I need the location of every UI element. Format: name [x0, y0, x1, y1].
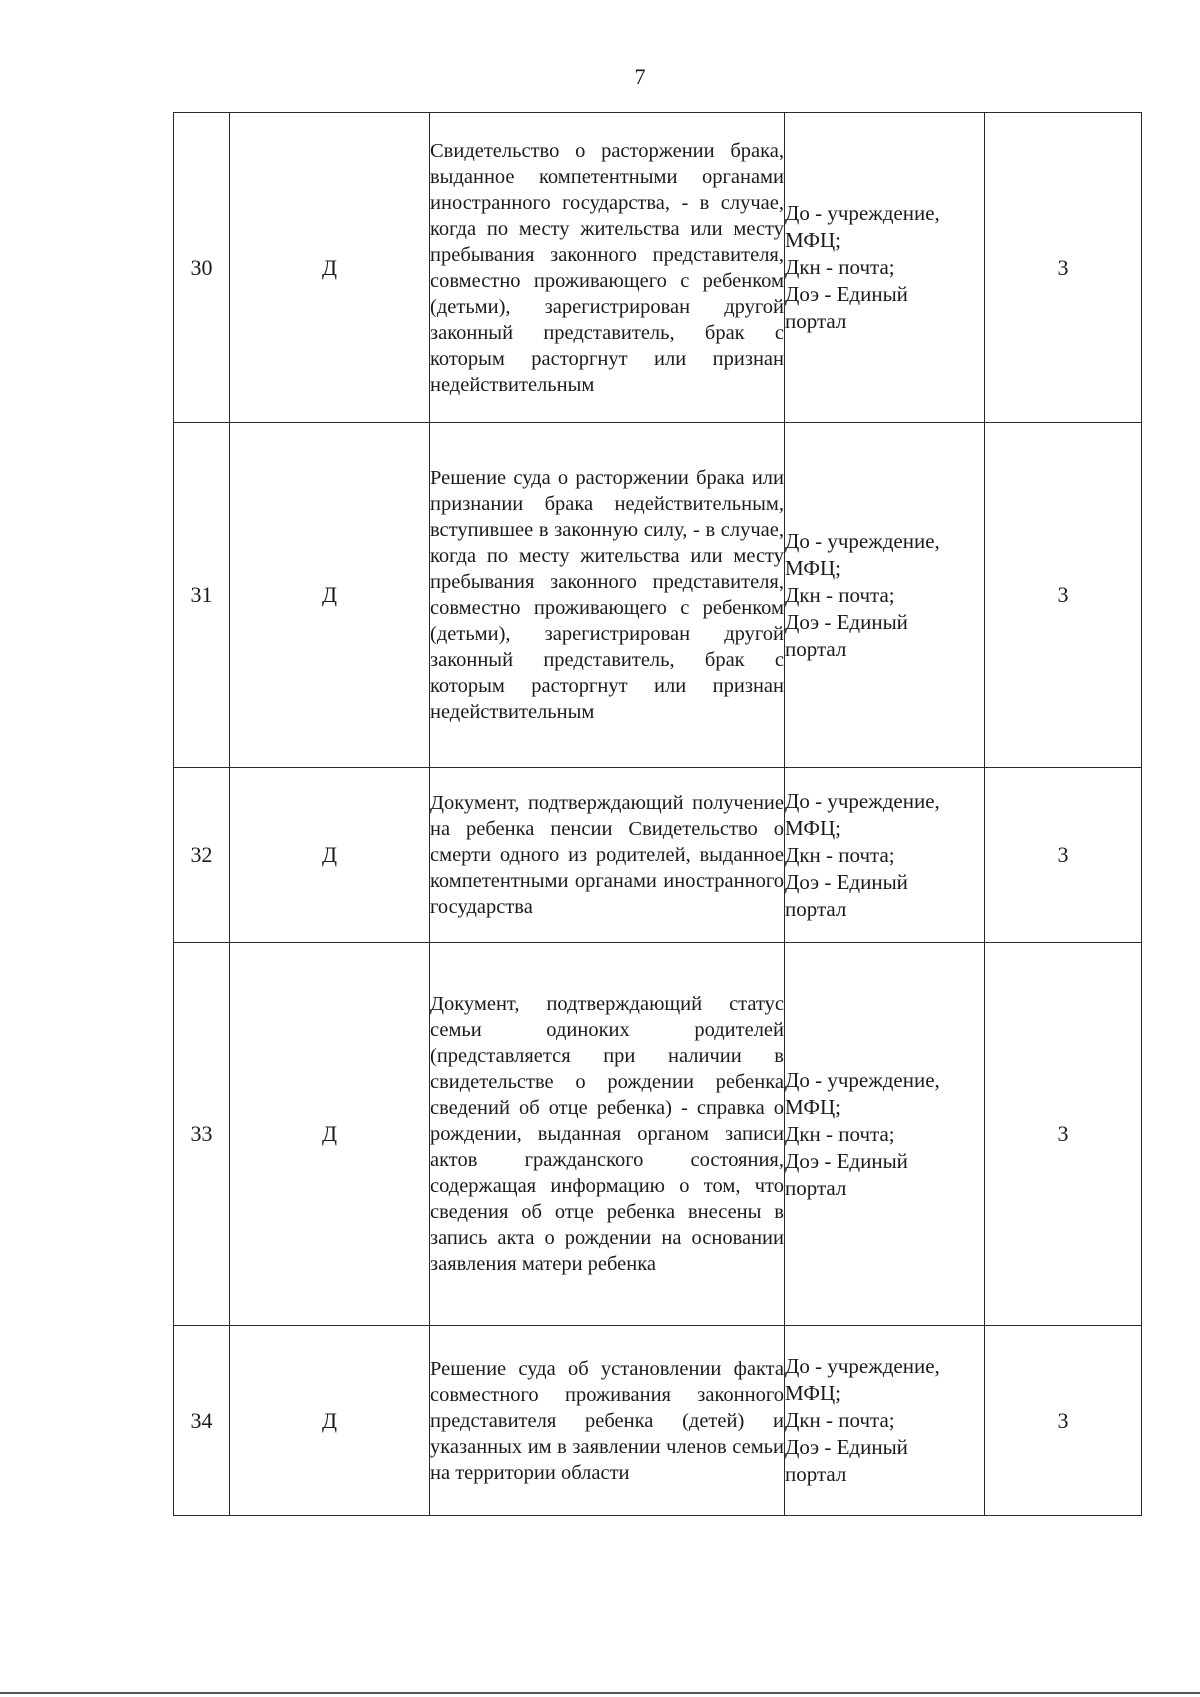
row-type: Д — [230, 1326, 430, 1516]
table-row — [174, 113, 1142, 423]
row-description — [430, 113, 785, 423]
table-row — [174, 943, 1142, 1326]
row-description-text: Решение суда о расторжении брака или признании брака недействительным, вступившее в законную силу, - в случае, когда по месту жительства или месту пребывания законного представителя, совместно проживающего с ребенком (детьми), зарегистрирован другой законный представитель, брак с которым расторгнут или признан недействительным — [430, 467, 784, 723]
row-number: 32 — [174, 768, 230, 943]
row-description — [430, 1326, 785, 1516]
page-number: 7 — [634, 64, 646, 89]
submission-line: Доэ - Единый — [785, 869, 908, 894]
row-submission-method — [785, 113, 985, 423]
documents-table — [173, 112, 1142, 1516]
submission-line: Доэ - Единый — [785, 609, 908, 634]
row-days: 3 — [985, 1326, 1142, 1516]
row-number: 30 — [174, 113, 230, 423]
submission-line: МФЦ; — [785, 1381, 841, 1405]
submission-line: МФЦ; — [785, 555, 841, 580]
row-number: 34 — [174, 1326, 230, 1516]
submission-line: Дкн - почта; — [785, 1121, 895, 1146]
submission-line: МФЦ; — [785, 1094, 841, 1119]
row-description — [430, 423, 785, 768]
submission-line: До - учреждение, — [785, 528, 940, 553]
row-submission-method — [785, 768, 985, 943]
submission-line: До - учреждение, — [785, 201, 940, 225]
row-description-text: Документ, подтверждающий получение на ребенка пенсии Свидетельство о смерти одного из родителей, выданное компетентными органами иностранного государства — [430, 792, 784, 918]
row-days: 3 — [985, 768, 1142, 943]
row-description — [430, 943, 785, 1326]
table-body — [174, 113, 1142, 1516]
submission-line: Дкн - почта; — [785, 842, 895, 867]
row-description-text: Решение суда об установлении факта совместного проживания законного представителя ребенка (детей) и указанных им в заявлении членов семьи на территории области — [430, 1357, 784, 1484]
row-submission-method — [785, 1326, 985, 1516]
submission-line: портал — [785, 1462, 847, 1486]
row-days: 3 — [985, 943, 1142, 1326]
row-days: 3 — [985, 423, 1142, 768]
row-submission-method — [785, 943, 985, 1326]
table-row — [174, 768, 1142, 943]
row-type: Д — [230, 423, 430, 768]
submission-line: портал — [785, 896, 847, 921]
submission-line: Доэ - Единый — [785, 282, 908, 306]
table-row — [174, 423, 1142, 768]
submission-line: Дкн - почта; — [785, 255, 895, 279]
submission-line: До - учреждение, — [785, 1354, 940, 1378]
table-row — [174, 1326, 1142, 1516]
submission-line: МФЦ; — [785, 815, 841, 840]
submission-line: портал — [785, 1175, 847, 1200]
row-type: Д — [230, 113, 430, 423]
row-submission-method — [785, 423, 985, 768]
row-description — [430, 768, 785, 943]
footer-divider — [0, 1692, 1200, 1694]
row-type: Д — [230, 768, 430, 943]
row-type: Д — [230, 943, 430, 1326]
submission-line: Доэ - Единый — [785, 1435, 908, 1459]
row-number: 31 — [174, 423, 230, 768]
row-number: 33 — [174, 943, 230, 1326]
submission-line: МФЦ; — [785, 228, 841, 252]
row-description-text: Свидетельство о расторжении брака, выданное компетентными органами иностранного государства, - в случае, когда по месту жительства или месту пребывания законного представителя, совместно проживающего с ребенком (детьми), зарегистрирован другой законный представитель, брак с которым расторгнут или признан недействительным — [430, 139, 784, 396]
submission-line: До - учреждение, — [785, 1067, 940, 1092]
submission-line: Дкн - почта; — [785, 582, 895, 607]
submission-line: портал — [785, 636, 847, 661]
submission-line: Дкн - почта; — [785, 1408, 895, 1432]
row-description-text: Документ, подтверждающий статус семьи одиноких родителей (представляется при наличии в свидетельстве о рождении ребенка сведений об отце ребенка) - справка о рождении, выданная органом записи актов гражданского состояния, содержащая информацию о том, что сведения об отце ребенка внесены в запись акта о рождении на основании заявления матери ребенка — [430, 993, 784, 1275]
submission-line: До - учреждение, — [785, 788, 940, 813]
submission-line: Доэ - Единый — [785, 1148, 908, 1173]
row-days: 3 — [985, 113, 1142, 423]
submission-line: портал — [785, 309, 847, 333]
